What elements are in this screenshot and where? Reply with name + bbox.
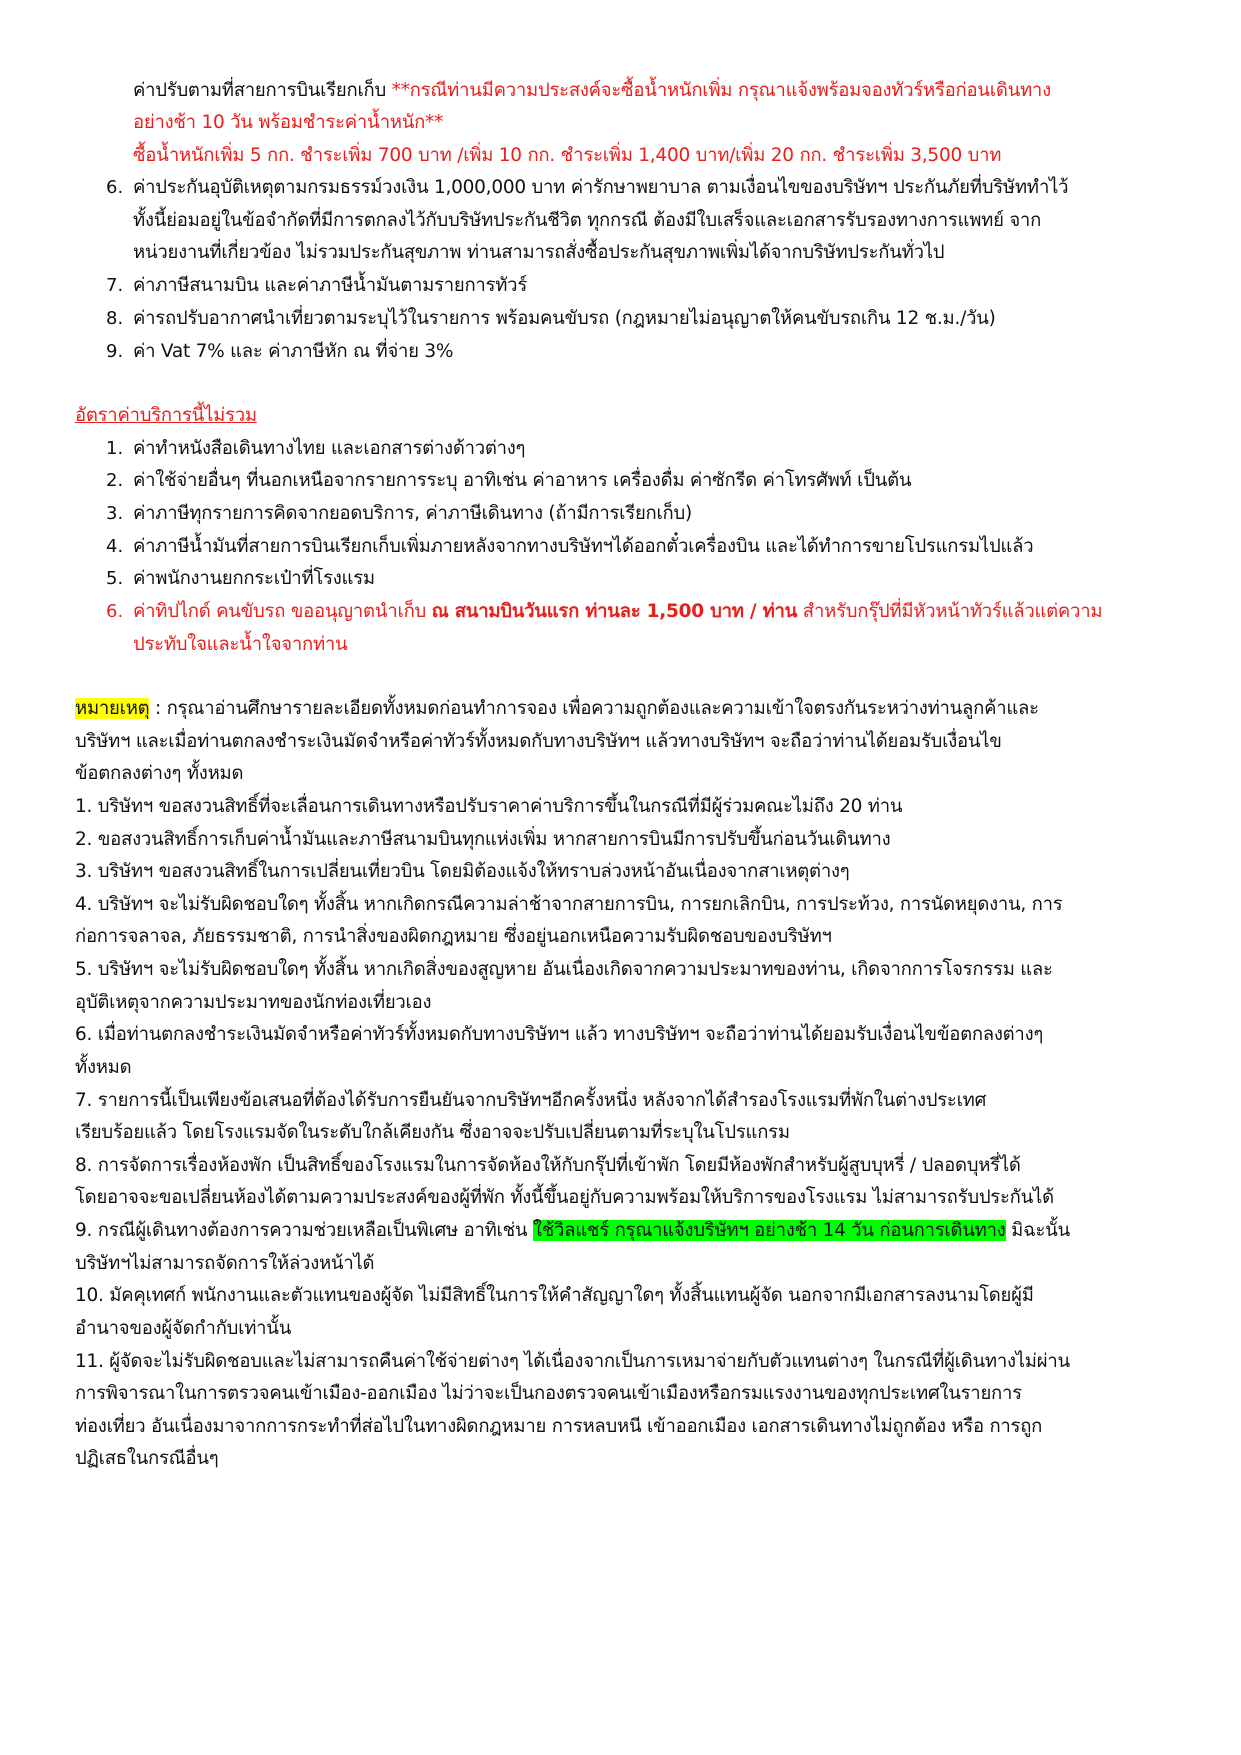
included-item-text: ทั้งนี้ย่อมอยู่ในข้อจำกัดที่มีการตกลงไว้กับบริษัทประกันชีวิต ทุกกรณี ต้องมีใบเสร็จและเอกสารรับรองทางการแพทย์ จาก [133,210,1042,231]
note-7: 7. รายการนี้เป็นเพียงข้อเสนอที่ต้องได้รับการยืนยันจากบริษัทฯอีกครั้งหนึ่ง หลังจากได้สำรองโรงแรมที่พักในต่างประเทศ [75,1090,987,1111]
remark-line-1: หมายเหตุ : กรุณาอ่านศึกษารายละเอียดทั้งหมดก่อนทำการจอง เพื่อความถูกต้องและความเข้าใจตรงกันระหว่างท่านลูกค้าและ [75,698,1039,719]
continued-line-1: ค่าปรับตามที่สายการบินเรียกเก็บ **กรณีท่านมีความประสงค์จะซื้อน้ำหนักเพิ่ม กรุณาแจ้งพร้อมจองทัวร์หรือก่อนเดินทาง [133,80,1051,101]
note-11-cont: ท่องเที่ยว อันเนื่องมาจากการกระทำที่ส่อไปในทางผิดกฎหมาย การหลบหนี เข้าออกเมือง เอกสารเดินทางไม่ถูกต้อง หรือ การถูก [75,1416,1043,1437]
note-11-cont: การพิจารณาในการตรวจคนเข้าเมือง-ออกเมือง ไม่ว่าจะเป็นกองตรวจคนเข้าเมืองหรือกรมแรงงานของทุกประเทศในรายการ [75,1383,1022,1404]
continued-line-2: อย่างช้า 10 วัน พร้อมชำระค่าน้ำหนัก** [133,112,444,133]
included-item-number: 8. [106,308,124,329]
note-3: 3. บริษัทฯ ขอสงวนสิทธิ์ในการเปลี่ยนเที่ยวบิน โดยมิต้องแจ้งให้ทราบล่วงหน้าอันเนื่องจากสาเหตุต่างๆ [75,861,850,882]
note-11: 11. ผู้จัดจะไม่รับผิดชอบและไม่สามารถคืนค่าใช้จ่ายต่างๆ ได้เนื่องจากเป็นการเหมาจ่ายกับตัวแทนต่างๆ ในกรณีที่ผู้เดินทางไม่ผ่าน [75,1351,1070,1372]
included-item-text: ค่ารถปรับอากาศนำเที่ยวตามระบุไว้ในรายการ พร้อมคนขับรถ (กฎหมายไม่อนุญาตให้คนขับรถเกิน 12 ช.ม./วัน) [133,308,996,329]
note-6: 6. เมื่อท่านตกลงชำระเงินมัดจำหรือค่าทัวร์ทั้งหมดกับทางบริษัทฯ แล้ว ทางบริษัทฯ จะถือว่าท่านได้ยอมรับเงื่อนไขข้อตกลงต่างๆ [75,1024,1044,1045]
included-item-text: ค่าภาษีสนามบิน และค่าภาษีน้ำมันตามรายการทัวร์ [133,275,528,296]
remark-line-2: บริษัทฯ และเมื่อท่านตกลงชำระเงินมัดจำหรือค่าทัวร์ทั้งหมดกับทางบริษัทฯ แล้วทางบริษัทฯ จะถือว่าท่านได้ยอมรับเงื่อนไข [75,731,1002,752]
note-1: 1. บริษัทฯ ขอสงวนสิทธิ์ที่จะเลื่อนการเดินทางหรือปรับราคาค่าบริการขึ้นในกรณีที่มีผู้ร่วมคณะไม่ถึง 20 ท่าน [75,796,903,817]
included-item-text: หน่วยงานที่เกี่ยวข้อง ไม่รวมประกันสุขภาพ ท่านสามารถสั่งซื้อประกันสุขภาพเพิ่มได้จากบริษัทประกันทั่วไป [133,242,945,263]
note-9: 9. กรณีผู้เดินทางต้องการความช่วยเหลือเป็นพิเศษ อาทิเช่น ใช้วิลแชร์ กรุณาแจ้งบริษัทฯ อย่างช้า 14 วัน ก่อนการเดินทาง มิฉะนั้น [75,1220,1070,1241]
remark-label: หมายเหตุ [75,698,150,719]
included-item-number: 6. [106,177,124,198]
included-item-text: ค่าประกันอุบัติเหตุตามกรมธรรม์วงเงิน 1,000,000 บาท ค่ารักษาพยาบาล ตามเงื่อนไขของบริษัทฯ ประกันภัยที่บริษัททำไว้ [133,177,1069,198]
note-8: 8. การจัดการเรื่องห้องพัก เป็นสิทธิ์ของโรงแรมในการจัดห้องให้กับกรุ๊ปที่เข้าพัก โดยมีห้องพักสำหรับผู้สูบบุหรี่ / ปลอดบุหรี่ได้ [75,1155,1021,1176]
included-item-number: 7. [106,275,124,296]
note-11-cont: ปฏิเสธในกรณีอื่นๆ [75,1448,219,1469]
note-5-cont: อุบัติเหตุจากความประมาทของนักท่องเที่ยวเอง [75,992,432,1013]
note-9-cont: บริษัทฯไม่สามารถจัดการให้ล่วงหน้าได้ [75,1253,375,1274]
excluded-item-text: ค่าภาษีน้ำมันที่สายการบินเรียกเก็บเพิ่มภายหลังจากทางบริษัทฯได้ออกตั๋วเครื่องบิน และได้ทำการขายโปรแกรมไปแล้ว [133,536,1034,557]
tip-line-2: ประทับใจและน้ำใจจากท่าน [133,634,348,655]
note-4: 4. บริษัทฯ จะไม่รับผิดชอบใดๆ ทั้งสิ้น หากเกิดกรณีความล่าช้าจากสายการบิน, การยกเลิกบิน, การประท้วง, การนัดหยุดงาน, การ [75,894,1063,915]
excluded-item-text: ค่าพนักงานยกกระเป๋าที่โรงแรม [133,568,375,589]
included-item-text: ค่า Vat 7% และ ค่าภาษีหัก ณ ที่จ่าย 3% [133,341,454,362]
note-6-cont: ทั้งหมด [75,1057,132,1078]
excluded-item-number: 4. [106,536,124,557]
note-2: 2. ขอสงวนสิทธิ์การเก็บค่าน้ำมันและภาษีสนามบินทุกแห่งเพิ่ม หากสายการบินมีการปรับขึ้นก่อนวันเดินทาง [75,829,891,850]
excluded-item-text: ค่าภาษีทุกรายการคิดจากยอดบริการ, ค่าภาษีเดินทาง (ถ้ามีการเรียกเก็บ) [133,503,692,524]
note-5: 5. บริษัทฯ จะไม่รับผิดชอบใดๆ ทั้งสิ้น หากเกิดสิ่งของสูญหาย อันเนื่องเกิดจากความประมาทของท่าน, เกิดจากการโจรกรรม และ [75,959,1053,980]
excluded-item-number: 2. [106,470,124,491]
excluded-item-text: ค่าทำหนังสือเดินทางไทย และเอกสารต่างด้าวต่างๆ [133,438,526,459]
weight-price-line: ซื้อน้ำหนักเพิ่ม 5 กก. ชำระเพิ่ม 700 บาท /เพิ่ม 10 กก. ชำระเพิ่ม 1,400 บาท/เพิ่ม 20 กก. ชำระเพิ่ม 3,500 บาท [133,145,1002,166]
note-4-cont: ก่อการจลาจล, ภัยธรรมชาติ, การนำสิ่งของผิดกฎหมาย ซึ่งอยู่นอกเหนือความรับผิดชอบของบริษัทฯ [75,926,832,947]
excluded-item-number: 6. [106,601,124,622]
excluded-item-text: ค่าใช้จ่ายอื่นๆ ที่นอกเหนือจากรายการระบุ อาทิเช่น ค่าอาหาร เครื่องดื่ม ค่าซักรีด ค่าโทรศัพท์ เป็นต้น [133,470,912,491]
note-8-cont: โดยอาจจะขอเปลี่ยนห้องได้ตามความประสงค์ของผู้ที่พัก ทั้งนี้ขึ้นอยู่กับความพร้อมให้บริการของโรงแรม ไม่สามารถรับประกันได้ [75,1187,1054,1208]
excluded-item-number: 3. [106,503,124,524]
remark-line-3: ข้อตกลงต่างๆ ทั้งหมด [75,763,244,784]
note-10: 10. มัคคุเทศก์ พนักงานและตัวแทนของผู้จัด ไม่มีสิทธิ์ในการให้คำสัญญาใดๆ ทั้งสิ้นแทนผู้จัด นอกจากมีเอกสารลงนามโดยผู้มี [75,1285,1034,1306]
note-7-cont: เรียบร้อยแล้ว โดยโรงแรมจัดในระดับใกล้เคียงกัน ซึ่งอาจจะปรับเปลี่ยนตามที่ระบุในโปรแกรม [75,1122,790,1143]
included-item-number: 9. [106,341,124,362]
excluded-heading: อัตราค่าบริการนี้ไม่รวม [75,405,257,426]
note-10-cont: อำนาจของผู้จัดกำกับเท่านั้น [75,1318,292,1339]
excluded-item-number: 1. [106,438,124,459]
tip-line-1: ค่าทิปไกด์ คนขับรถ ขออนุญาตนำเก็บ ณ สนามบินวันแรก ท่านละ 1,500 บาท / ท่าน สำหรับกรุ๊ปที่มีหัวหน้าทัวร์แล้วแต่ความ [133,601,1103,622]
wheelchair-highlight: ใช้วิลแชร์ กรุณาแจ้งบริษัทฯ อย่างช้า 14 วัน ก่อนการเดินทาง [532,1220,1006,1241]
excluded-item-number: 5. [106,568,124,589]
